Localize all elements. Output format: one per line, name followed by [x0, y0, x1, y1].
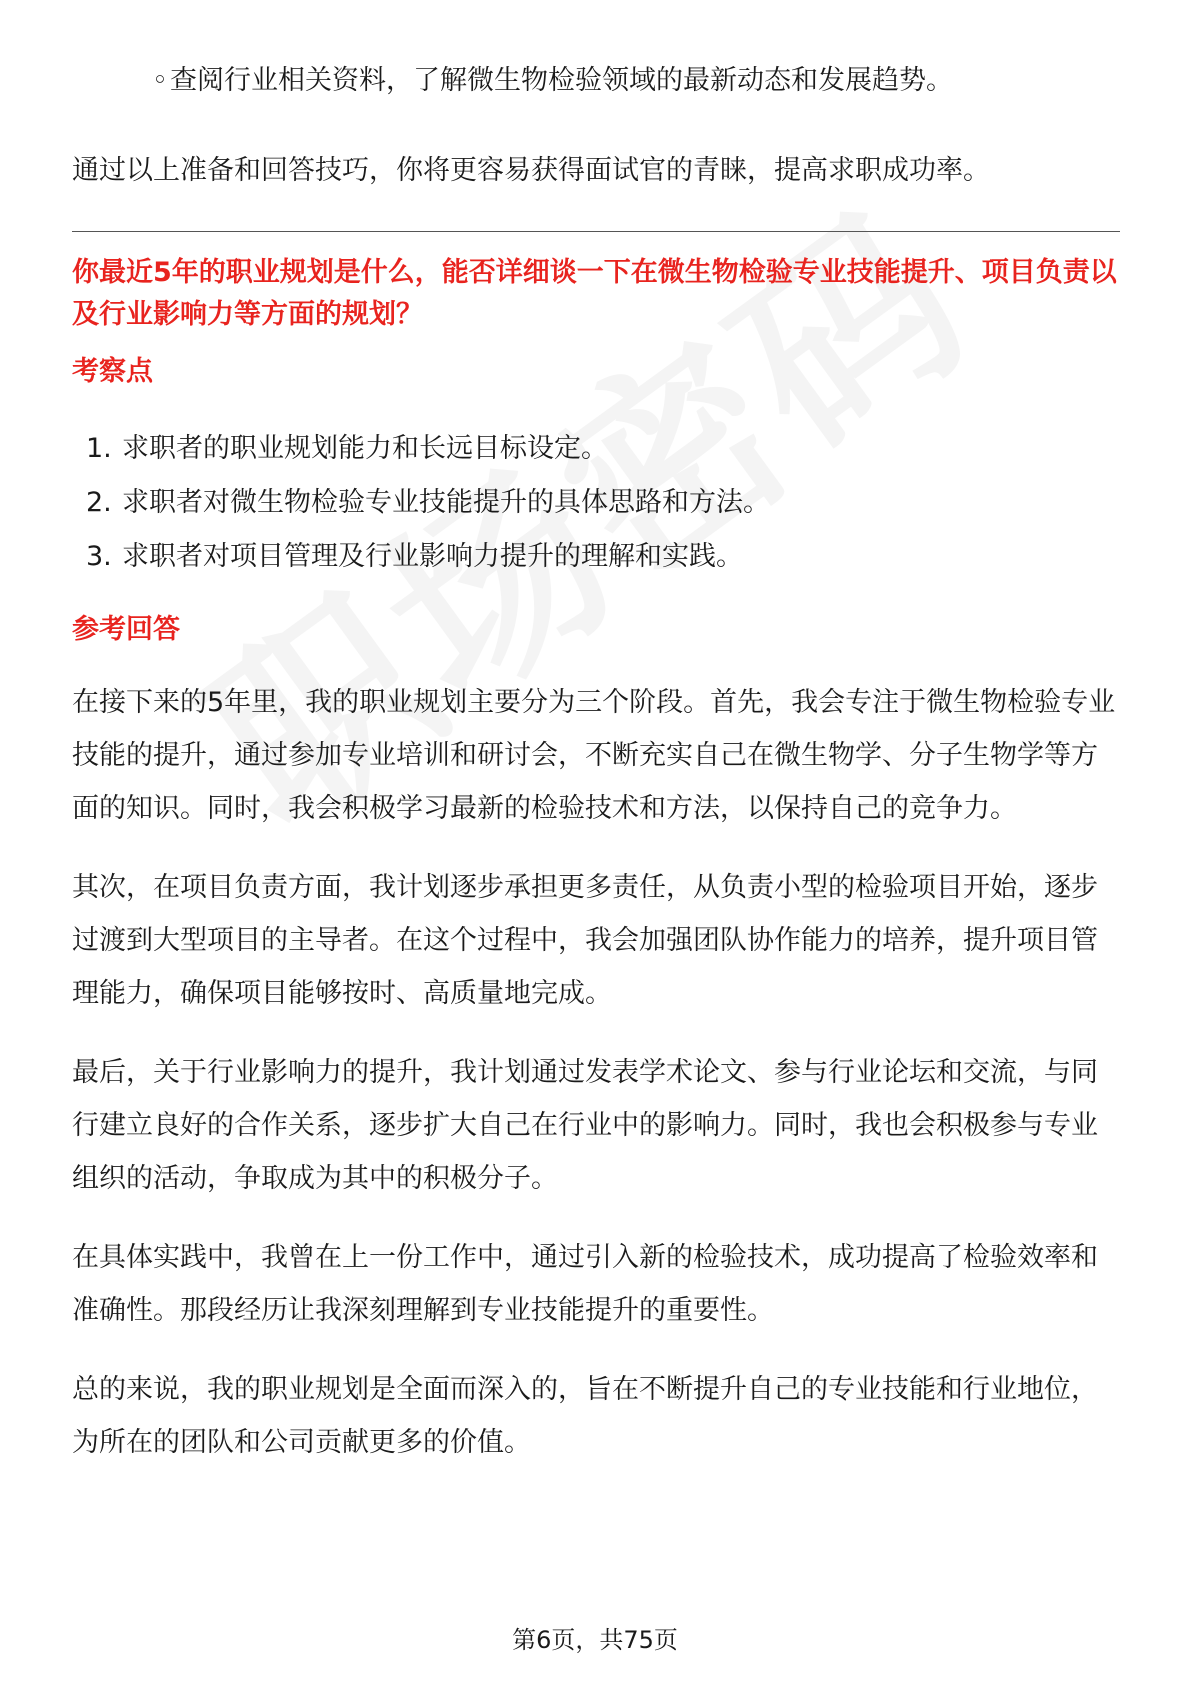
- focus-item: [72, 530, 1120, 584]
- intro-bullet-text: 查阅行业相关资料，了解微生物检验领域的最新动态和发展趋势。: [170, 65, 953, 96]
- hollow-bullet-icon: ◦: [152, 65, 168, 96]
- answer-paragraph: 在接下来的5年里，我的职业规划主要分为三个阶段。首先，我会专注于微生物检验专业技能的提升，通过参加专业培训和研讨会，不断充实自己在微生物学、分子生物学等方面的知识。同时，我会积极学习最新的检验技术和方法，以保持自己的竞争力。: [72, 687, 1116, 824]
- interview-question: 你最近5年的职业规划是什么，能否详细谈一下在微生物检验专业技能提升、项目负责以及行业影响力等方面的规划？: [72, 257, 1117, 330]
- focus-list: [72, 422, 1120, 584]
- answer-paragraph: 总的来说，我的职业规划是全面而深入的，旨在不断提升自己的专业技能和行业地位，为所在的团队和公司贡献更多的价值。: [72, 1374, 1098, 1458]
- answer-heading: 参考回答: [72, 614, 180, 645]
- intro-bullet-item: [152, 56, 1120, 106]
- answer-paragraph: 在具体实践中，我曾在上一份工作中，通过引入新的检验技术，成功提高了检验效率和准确性。那段经历让我深刻理解到专业技能提升的重要性。: [72, 1242, 1098, 1326]
- focus-item-text: 求职者对微生物检验专业技能提升的具体思路和方法。: [122, 487, 770, 518]
- focus-heading: 考察点: [72, 356, 153, 387]
- focus-item-text: 求职者的职业规划能力和长远目标设定。: [122, 433, 608, 464]
- page-number-footer: 第6页，共75页: [512, 1626, 678, 1654]
- focus-item-number: 2.: [86, 487, 112, 518]
- intro-closing-paragraph: 通过以上准备和回答技巧，你将更容易获得面试官的青睐，提高求职成功率。: [72, 155, 990, 186]
- focus-item-number: 3.: [86, 541, 112, 572]
- section-divider: [72, 231, 1120, 232]
- page-content: [72, 56, 1120, 1469]
- answer-paragraph: 其次，在项目负责方面，我计划逐步承担更多责任，从负责小型的检验项目开始，逐步过渡到大型项目的主导者。在这个过程中，我会加强团队协作能力的培养，提升项目管理能力，确保项目能够按时、高质量地完成。: [72, 872, 1098, 1009]
- focus-item-text: 求职者对项目管理及行业影响力提升的理解和实践。: [122, 541, 743, 572]
- answer-paragraph: 最后，关于行业影响力的提升，我计划通过发表学术论文、参与行业论坛和交流，与同行建立良好的合作关系，逐步扩大自己在行业中的影响力。同时，我也会积极参与专业组织的活动，争取成为其中的积极分子。: [72, 1057, 1098, 1194]
- focus-item: [72, 422, 1120, 476]
- focus-item: [72, 476, 1120, 530]
- focus-item-number: 1.: [86, 433, 112, 464]
